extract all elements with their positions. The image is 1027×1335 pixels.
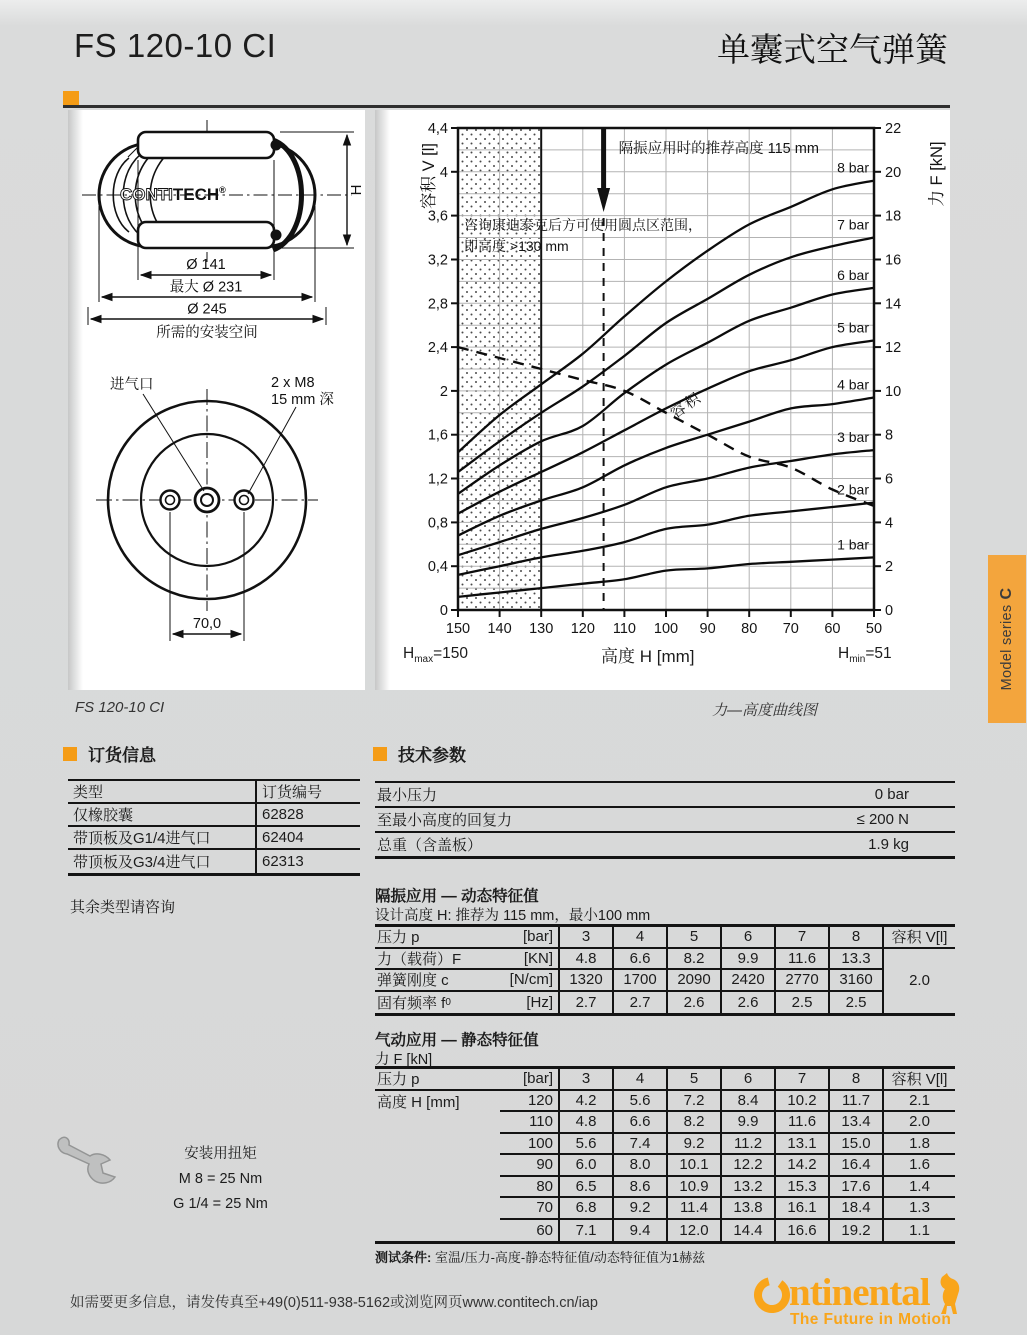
static-title: 气动应用 — 静态特征值: [375, 1032, 539, 1049]
recommended-height-arrow: [597, 188, 610, 212]
x-tick-label: 80: [741, 621, 758, 637]
stat-header-bar: 3: [558, 1069, 612, 1091]
force-height-chart: [375, 110, 950, 695]
curve-label-7-bar: 7 bar: [837, 216, 869, 233]
test-conditions-note: 测试条件: 室温/压力-高度-静态特征值/动态特征值为1赫兹: [375, 1250, 706, 1265]
torque-info: [128, 1142, 313, 1217]
dyn-header-bar: 6: [720, 927, 774, 949]
x-tick-label: 60: [824, 621, 841, 637]
spec-label: 最小压力: [377, 787, 438, 804]
continental-logo: [750, 1272, 962, 1316]
curve-label-8-bar: 8 bar: [837, 159, 869, 176]
dynamic-table: [375, 924, 955, 1016]
stat-value: 9.2: [612, 1198, 666, 1220]
right-tick-label: 14: [885, 296, 902, 313]
dyn-header-volume: 容积 V[l]: [882, 927, 955, 949]
stat-row-label: [375, 1198, 500, 1220]
right-tick-label: 4: [885, 515, 894, 532]
stat-volume-value: 2.0: [882, 1112, 955, 1134]
stat-volume-value: 1.1: [882, 1220, 955, 1242]
spec-row: [375, 783, 955, 808]
left-tick-label: 2,4: [427, 340, 448, 357]
dyn-value: 2.7: [558, 992, 612, 1014]
stat-row-label: [375, 1134, 500, 1156]
right-tick-label: 0: [885, 603, 894, 619]
continental-wordmark: ntinental: [789, 1271, 930, 1314]
ordering-row-number: 62404: [255, 827, 360, 850]
stat-value: 16.1: [774, 1198, 828, 1220]
spec-row: [375, 833, 955, 856]
stat-value: 6.5: [558, 1177, 612, 1199]
continental-c-icon: [750, 1272, 794, 1316]
dyn-value: 6.6: [612, 949, 666, 971]
mounting-space-label: 所需的安装空间: [156, 325, 258, 341]
dyn-header-bar: 8: [828, 927, 882, 949]
right-tick-label: 6: [885, 471, 894, 488]
stat-header-bar: 4: [612, 1069, 666, 1091]
stat-value: 4.2: [558, 1091, 612, 1113]
stat-value: 6.0: [558, 1155, 612, 1177]
header-rule: [63, 105, 950, 108]
dyn-volume-value: 2.0: [882, 949, 955, 1014]
stat-header-volume: 容积 V[l]: [882, 1069, 955, 1091]
dynamic-design-height-note: 设计高度 H: 推荐为 115 mm，最小100 mm: [375, 908, 651, 924]
dyn-header-unit: [bar]: [500, 927, 558, 949]
force-height-chart-panel: [375, 110, 950, 690]
ordering-header-number: 订货编号: [255, 781, 360, 804]
section-ordering: 订货信息: [63, 741, 156, 766]
stat-value: 4.8: [558, 1112, 612, 1134]
ordering-header-type: 类型: [68, 781, 255, 804]
dyn-value: 4.8: [558, 949, 612, 971]
stat-value: 11.4: [666, 1198, 720, 1220]
stat-value: 10.9: [666, 1177, 720, 1199]
air-inlet-label: 进气口: [110, 377, 154, 393]
dyn-value: 1320: [558, 970, 612, 992]
torque-title: 安装用扭矩: [184, 1146, 257, 1162]
ordering-row-number: 62828: [255, 804, 360, 827]
right-tick-label: 22: [885, 121, 902, 137]
left-tick-label: 1,2: [427, 471, 448, 488]
right-tick-label: 8: [885, 427, 894, 444]
model-series-tab: [988, 555, 1026, 723]
stat-volume-value: 1.8: [882, 1134, 955, 1156]
left-tick-label: 1,6: [427, 427, 448, 444]
stat-value: 15.3: [774, 1177, 828, 1199]
stat-value: 12.2: [720, 1155, 774, 1177]
dyn-row-label: 固有频率 f 0: [377, 994, 451, 1012]
left-tick-label: 0,8: [427, 515, 448, 532]
dyn-value: 8.2: [666, 949, 720, 971]
hmin-label: $H_{min}=51$: [838, 645, 892, 666]
right-tick-label: 10: [885, 383, 902, 400]
stat-row-label: [375, 1112, 500, 1134]
stat-value: 16.4: [828, 1155, 882, 1177]
x-tick-label: 130: [529, 621, 554, 637]
stat-value: 7.2: [666, 1091, 720, 1113]
stat-volume-value: 1.6: [882, 1155, 955, 1177]
static-unit-note: 力 F [kN]: [375, 1052, 433, 1068]
torque-line: M 8 = 25 Nm: [178, 1171, 263, 1187]
stat-volume-value: 1.3: [882, 1198, 955, 1220]
stat-value: 18.4: [828, 1198, 882, 1220]
stat-value: 9.2: [666, 1134, 720, 1156]
spec-row: [375, 808, 955, 833]
page-title: FS 120-10 CI: [74, 27, 277, 64]
orange-square-icon: [373, 747, 387, 761]
stat-value: 5.6: [558, 1134, 612, 1156]
ordering-table: [68, 779, 360, 876]
stat-header-bar: 6: [720, 1069, 774, 1091]
dyn-header-bar: 7: [774, 927, 828, 949]
volume-curve-label: 容积: [667, 388, 706, 423]
stat-value: 8.0: [612, 1155, 666, 1177]
rearing-horse-icon: [934, 1272, 962, 1316]
stat-value: 14.2: [774, 1155, 828, 1177]
curve-label-3-bar: 3 bar: [837, 429, 869, 446]
dyn-value: 2.6: [666, 992, 720, 1014]
dyn-value: 9.9: [720, 949, 774, 971]
ordering-note: 其余类型请咨询: [70, 899, 176, 916]
dyn-header-bar: 3: [558, 927, 612, 949]
stat-value: 9.4: [612, 1220, 666, 1242]
dyn-value: 1700: [612, 970, 666, 992]
dynamic-title: 隔振应用 — 动态特征值: [375, 888, 539, 905]
stat-header-unit: [bar]: [500, 1069, 558, 1091]
dyn-row-label: 弹簧刚度 c: [375, 970, 500, 992]
contitech-logo: CONTITECH®: [120, 185, 226, 204]
spec-label: 至最小高度的回复力: [377, 812, 513, 829]
orange-square-icon: [63, 747, 77, 761]
stat-value: 19.2: [828, 1220, 882, 1242]
stat-height: 100: [500, 1134, 558, 1156]
x-tick-label: 120: [570, 621, 595, 637]
stat-height: 90: [500, 1155, 558, 1177]
dyn-row-unit: [N/cm]: [500, 970, 558, 992]
right-tick-label: 2: [885, 559, 894, 576]
stat-value: 6.8: [558, 1198, 612, 1220]
stat-height: 120: [500, 1091, 558, 1113]
spec-value: ≤ 200 N: [856, 811, 909, 828]
x-tick-label: 50: [865, 621, 883, 637]
ordering-row-type: 带顶板及G1/4进气口: [68, 827, 255, 850]
stat-height: 80: [500, 1177, 558, 1199]
spec-label: 总重（含盖板）: [377, 837, 483, 854]
stat-value: 13.8: [720, 1198, 774, 1220]
right-tick-label: 12: [885, 340, 902, 357]
left-tick-label: 2,8: [427, 296, 448, 313]
stat-value: 9.9: [720, 1112, 774, 1134]
stat-height: 60: [536, 1221, 553, 1239]
stat-value: 8.2: [666, 1112, 720, 1134]
left-tick-label: 4,4: [427, 121, 448, 137]
x-tick-label: 110: [612, 621, 636, 637]
section-specs: 技术参数: [373, 741, 466, 766]
stat-header-bar: 5: [666, 1069, 720, 1091]
x-tick-label: 70: [782, 621, 799, 637]
dotted-region-note-2: 即高度 >130 mm: [464, 238, 569, 254]
stat-value: 11.2: [720, 1134, 774, 1156]
curve-label-4-bar: 4 bar: [837, 376, 869, 393]
stat-value: 14.4: [720, 1220, 774, 1242]
stat-value: 5.6: [612, 1091, 666, 1113]
air-spring-drawing: [68, 110, 365, 690]
ordering-row-type: 仅橡胶囊: [68, 804, 255, 827]
left-tick-label: 3,2: [427, 252, 448, 269]
dyn-header-pressure: 压力 p: [375, 927, 500, 949]
stat-value: 13.2: [720, 1177, 774, 1199]
stat-row-label: [375, 1177, 500, 1199]
dotted-region-note-1: 咨询康迪泰克后方可使用圆点区范围，: [464, 217, 702, 233]
dimension-d141-label: Ø 141: [186, 257, 226, 273]
stat-row-label: 高度 H [mm]: [377, 1093, 460, 1111]
stat-value: 11.6: [774, 1112, 828, 1134]
dyn-row-unit: [Hz]: [526, 993, 553, 1011]
x-tick-label: 140: [487, 621, 512, 637]
stat-value: 7.1: [558, 1220, 612, 1242]
stat-value: 11.7: [828, 1091, 882, 1113]
drawing-caption: FS 120-10 CI: [75, 699, 165, 716]
spec-value: 1.9 kg: [868, 836, 909, 853]
dyn-value: 2090: [666, 970, 720, 992]
dimension-d231-label: 最大 Ø 231: [169, 279, 243, 296]
dyn-row-unit: [KN]: [500, 949, 558, 971]
stat-value: 10.2: [774, 1091, 828, 1113]
chart-ylabel-left: 容积 V [l]: [420, 143, 438, 210]
dyn-value: 3160: [828, 970, 882, 992]
dyn-value: 2.6: [720, 992, 774, 1014]
stat-volume-value: 2.1: [882, 1091, 955, 1113]
chart-ylabel-right: 力 F [kN]: [928, 141, 946, 207]
stat-value: 8.4: [720, 1091, 774, 1113]
dyn-value: 2420: [720, 970, 774, 992]
torque-line: G 1/4 = 25 Nm: [173, 1196, 268, 1212]
stat-volume-value: 1.4: [882, 1177, 955, 1199]
model-series-tab-label: Model series C: [998, 587, 1015, 691]
bolt-spec-label-2: 15 mm 深: [271, 392, 334, 408]
x-tick-label: 100: [653, 621, 679, 637]
right-tick-label: 18: [885, 208, 902, 225]
left-tick-label: 2: [439, 383, 448, 400]
right-tick-label: 16: [885, 252, 902, 269]
dimension-drawing-panel: [68, 110, 365, 690]
product-title: 单囊式空气弹簧: [717, 33, 948, 69]
curve-label-5-bar: 5 bar: [837, 319, 869, 336]
dimension-H-label: H: [348, 184, 365, 196]
stat-row-label: [375, 1220, 500, 1242]
spec-value: 0 bar: [874, 786, 909, 803]
right-tick-label: 20: [885, 164, 902, 181]
brand-tagline: The Future in Motion: [790, 1311, 952, 1328]
ordering-row-type: 带顶板及G3/4进气口: [73, 854, 211, 871]
hmax-label: $H_{max}=150$: [403, 645, 469, 666]
chart-caption: 力—高度曲线图: [712, 702, 818, 719]
left-tick-label: 0: [439, 603, 448, 619]
stat-height: 110: [500, 1112, 558, 1134]
dyn-value: 2.5: [774, 992, 828, 1014]
chart-xlabel: 高度 H [mm]: [601, 647, 695, 666]
stat-value: 7.4: [612, 1134, 666, 1156]
wrench-icon: [56, 1132, 128, 1190]
stat-value: 15.0: [828, 1134, 882, 1156]
curve-label-6-bar: 6 bar: [837, 266, 869, 283]
dyn-header-bar: 5: [666, 927, 720, 949]
dyn-value: 2.5: [828, 992, 882, 1014]
stat-header-bar: 7: [774, 1069, 828, 1091]
stat-value: 10.1: [666, 1155, 720, 1177]
stat-value: 8.6: [612, 1177, 666, 1199]
stat-header-pressure: 压力 p: [375, 1069, 500, 1091]
specs-table: [375, 781, 955, 859]
stat-value: 13.4: [828, 1112, 882, 1134]
dyn-value: 2770: [774, 970, 828, 992]
stat-header-bar: 8: [828, 1069, 882, 1091]
stat-value: 17.6: [828, 1177, 882, 1199]
footer-contact: 如需要更多信息，请发传真至+49(0)511-938-5162或浏览网页www.contitech.cn/iap: [70, 1295, 598, 1311]
stat-value: 6.6: [612, 1112, 666, 1134]
dyn-value: 2.7: [612, 992, 666, 1014]
left-tick-label: 4: [439, 164, 448, 181]
x-tick-label: 90: [699, 621, 716, 637]
curve-label-2-bar: 2 bar: [837, 481, 869, 498]
stat-value: 16.6: [774, 1220, 828, 1242]
stat-row-label: [375, 1155, 500, 1177]
dyn-row-label: 力（载荷）F: [375, 949, 500, 971]
stat-value: 12.0: [666, 1220, 720, 1242]
left-tick-label: 0,4: [427, 559, 448, 576]
x-tick-label: 150: [445, 621, 471, 637]
dyn-value: 11.6: [774, 949, 828, 971]
top-view: [96, 389, 318, 641]
static-table: [375, 1066, 955, 1244]
dimension-d245-label: Ø 245: [187, 301, 227, 318]
left-tick-label: 3,6: [427, 208, 448, 225]
dyn-header-bar: 4: [612, 927, 666, 949]
dimension-70-label: 70,0: [192, 616, 222, 632]
dyn-value: 13.3: [828, 949, 882, 971]
ordering-row-number: 62313: [255, 850, 360, 873]
stat-value: 13.1: [774, 1134, 828, 1156]
bolt-spec-label-1: 2 x M8: [271, 375, 315, 391]
curve-label-1-bar: 1 bar: [837, 536, 869, 553]
recommended-height-note: 隔振应用时的推荐高度 115 mm: [618, 141, 819, 157]
stat-height: 70: [500, 1198, 558, 1220]
